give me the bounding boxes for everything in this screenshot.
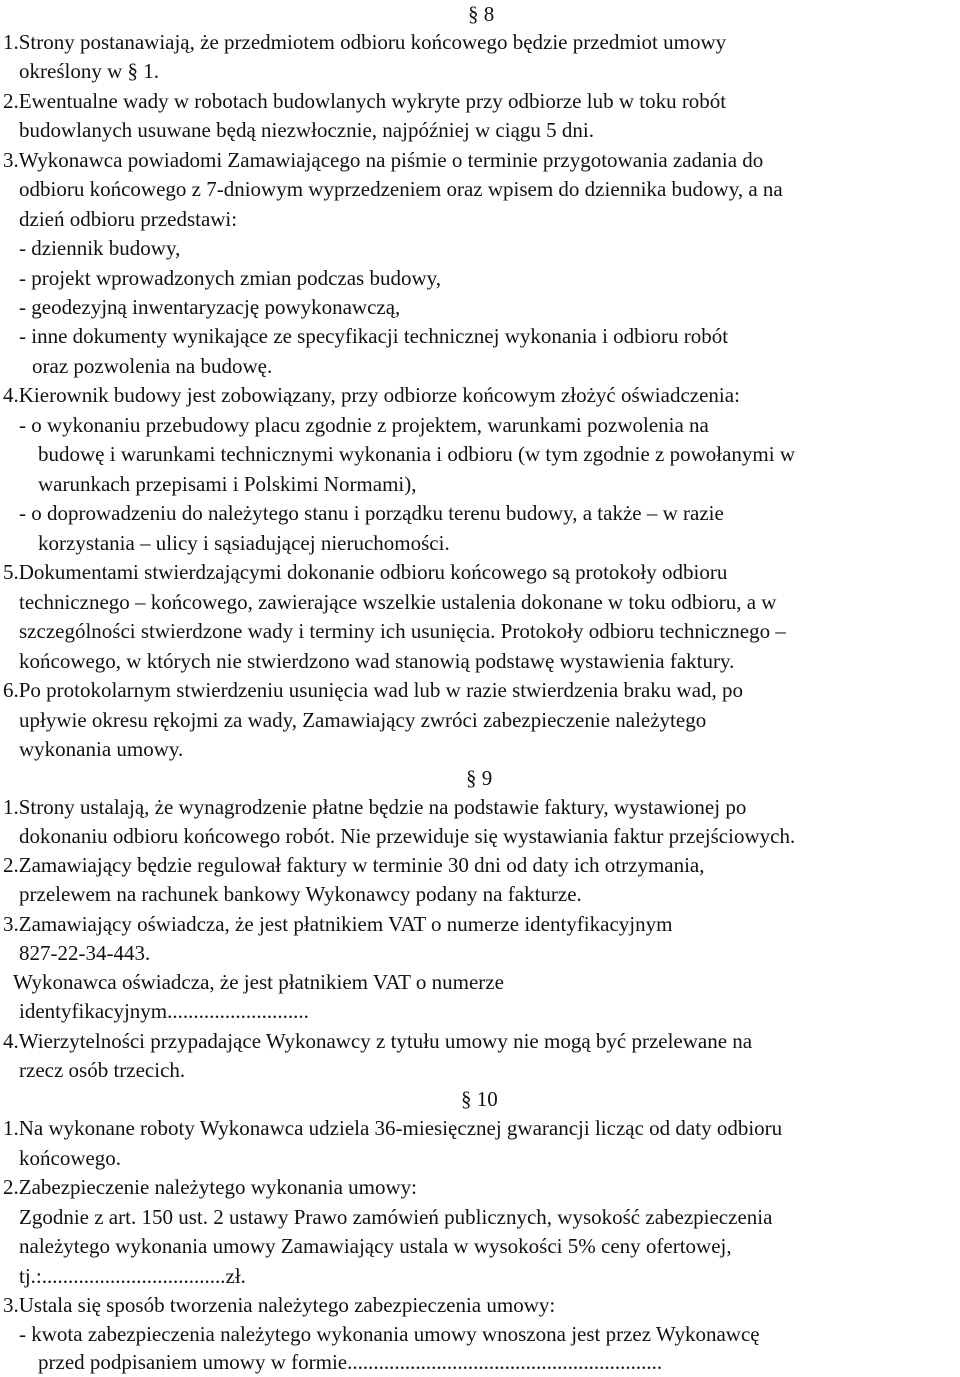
s10-line-9: przed podpisaniem umowy w formie............................................................ xyxy=(38,1350,663,1374)
s8-line-19: 5.Dokumentami stwierdzającymi dokonanie odbioru końcowego są protokoły odbioru xyxy=(3,560,728,584)
s8-line-20: technicznego – końcowego, zawierające wszelkie ustalenia dokonane w toku odbioru, a w xyxy=(19,590,777,614)
s9-line-5: 3.Zamawiający oświadcza, że jest płatnikiem VAT o numerze identyfikacyjnym xyxy=(3,912,673,936)
section-8-heading: § 8 xyxy=(468,2,495,26)
s9-line-2: dokonaniu odbioru końcowego robót. Nie przewiduje się wystawiania faktur przejściowych. xyxy=(19,824,796,848)
s8-line-22: końcowego, w których nie stwierdzono wad stanowią podstawę wystawienia faktury. xyxy=(19,649,735,673)
s9-line-7: Wykonawca oświadcza, że jest płatnikiem VAT o numerze xyxy=(13,970,504,994)
s8-line-4: budowlanych usuwane będą niezwłocznie, najpóźniej w ciągu 5 dni. xyxy=(19,118,594,142)
s8-line-24: upływie okresu rękojmi za wady, Zamawiający zwróci zabezpieczenie należytego xyxy=(19,708,707,732)
s9-line-8: identyfikacyjnym........................... xyxy=(19,999,309,1023)
s10-line-2: końcowego. xyxy=(19,1146,122,1170)
s8-line-1: 1.Strony postanawiają, że przedmiotem odbioru końcowego będzie przedmiot umowy xyxy=(3,30,727,54)
s8-line-8: - dziennik budowy, xyxy=(19,236,181,260)
s8-line-5: 3.Wykonawca powiadomi Zamawiającego na piśmie o terminie przygotowania zadania do xyxy=(3,148,764,172)
s8-line-3: 2.Ewentualne wady w robotach budowlanych wykryte przy odbiorze lub w toku robót xyxy=(3,89,727,113)
s10-line-5: należytego wykonania umowy Zamawiający ustala w wysokości 5% ceny ofertowej, xyxy=(19,1234,732,1258)
s8-line-18: korzystania – ulicy i sąsiadującej nieruchomości. xyxy=(38,531,450,555)
s10-line-3: 2.Zabezpieczenie należytego wykonania umowy: xyxy=(3,1175,417,1199)
s10-line-8: - kwota zabezpieczenia należytego wykonania umowy wnoszona jest przez Wykonawcę xyxy=(19,1322,760,1346)
s9-line-6: 827-22-34-443. xyxy=(19,941,151,965)
s8-line-21: szczególności stwierdzone wady i terminy ich usunięcia. Protokoły odbioru technicznego – xyxy=(19,619,786,643)
section-9-heading: § 9 xyxy=(466,766,493,790)
s8-line-14: - o wykonaniu przebudowy placu zgodnie z projektem, warunkami pozwolenia na xyxy=(19,413,709,437)
s8-line-25: wykonania umowy. xyxy=(19,737,184,761)
s8-line-10: - geodezyjną inwentaryzację powykonawczą, xyxy=(19,295,401,319)
s9-line-10: rzecz osób trzecich. xyxy=(19,1058,186,1082)
s10-line-6: tj.:...................................zł. xyxy=(19,1264,246,1288)
s8-line-9: - projekt wprowadzonych zmian podczas budowy, xyxy=(19,266,442,290)
s9-line-1: 1.Strony ustalają, że wynagrodzenie płatne będzie na podstawie faktury, wystawionej po xyxy=(3,795,747,819)
section-10-heading: § 10 xyxy=(461,1087,498,1111)
s8-line-15: budowę i warunkami technicznymi wykonania i odbioru (w tym zgodnie z powołanymi w xyxy=(38,442,795,466)
s8-line-2: określony w § 1. xyxy=(19,59,159,83)
s10-line-7: 3.Ustala się sposób tworzenia należytego zabezpieczenia umowy: xyxy=(3,1293,556,1317)
s9-line-3: 2.Zamawiający będzie regulował faktury w terminie 30 dni od daty ich otrzymania, xyxy=(3,853,705,877)
s8-line-13: 4.Kierownik budowy jest zobowiązany, przy odbiorze końcowym złożyć oświadczenia: xyxy=(3,383,740,407)
s8-line-11: - inne dokumenty wynikające ze specyfikacji technicznej wykonania i odbioru robót xyxy=(19,324,729,348)
s9-line-9: 4.Wierzytelności przypadające Wykonawcy z tytułu umowy nie mogą być przelewane na xyxy=(3,1029,753,1053)
s8-line-23: 6.Po protokolarnym stwierdzeniu usunięcia wad lub w razie stwierdzenia braku wad, po xyxy=(3,678,744,702)
s10-line-4: Zgodnie z art. 150 ust. 2 ustawy Prawo zamówień publicznych, wysokość zabezpieczenia xyxy=(19,1205,773,1229)
s9-line-4: przelewem na rachunek bankowy Wykonawcy podany na fakturze. xyxy=(19,882,582,906)
s8-line-12: oraz pozwolenia na budowę. xyxy=(32,354,273,378)
s8-line-16: warunkach przepisami i Polskimi Normami), xyxy=(38,472,417,496)
s10-line-1: 1.Na wykonane roboty Wykonawca udziela 36-miesięcznej gwarancji licząc od daty odbioru xyxy=(3,1116,783,1140)
s8-line-7: dzień odbioru przedstawi: xyxy=(19,207,238,231)
s8-line-6: odbioru końcowego z 7-dniowym wyprzedzeniem oraz wpisem do dziennika budowy, a na xyxy=(19,177,783,201)
s8-line-17: - o doprowadzeniu do należytego stanu i porządku terenu budowy, a także – w razie xyxy=(19,501,724,525)
